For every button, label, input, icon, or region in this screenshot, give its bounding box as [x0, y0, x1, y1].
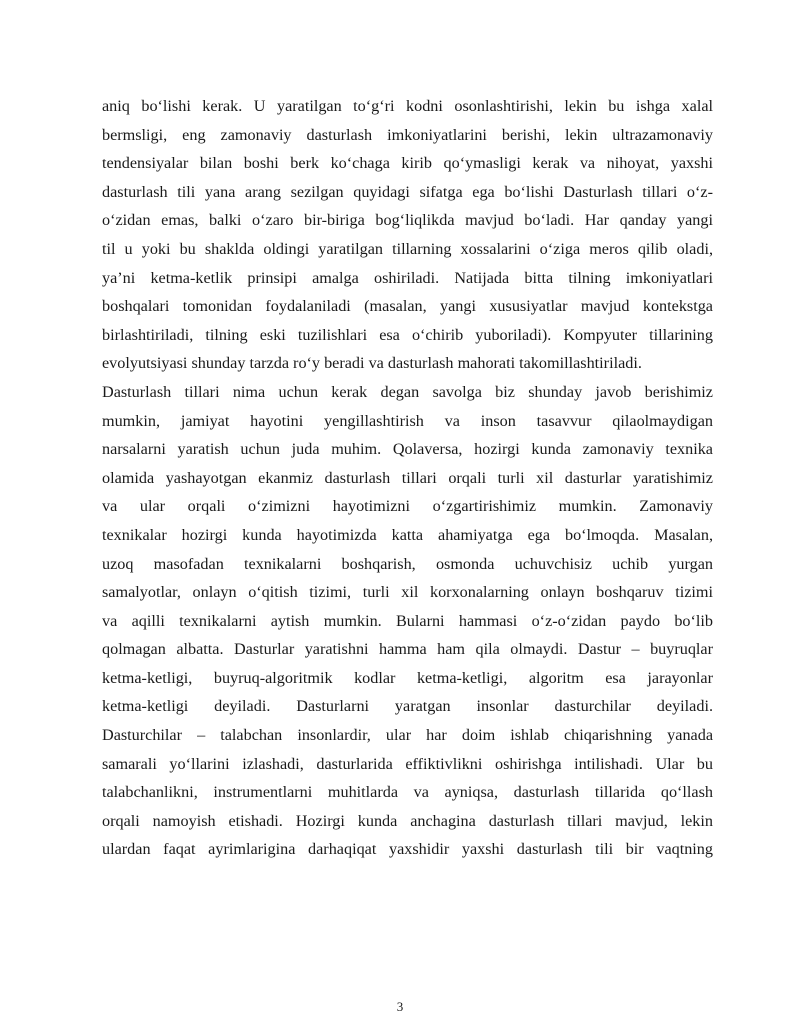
text-line-22: ketma-ketligi deyiladi. Dasturlarni yaratgan insonlar dasturchilar deyiladi.: [102, 697, 713, 716]
text-line-11: Dasturlash tillari nima uchun kerak degan savolga biz shunday javob berishimiz: [102, 382, 713, 401]
text-line-25: talabchanlikni, instrumentlarni muhitlarda va ayniqsa, dasturlash tillarida qo‘llash: [102, 783, 713, 802]
text-line-18: samalyotlar, onlayn o‘qitish tizimi, turli xil korxonalarning onlayn boshqaruv tizimi: [102, 583, 713, 602]
text-line-27: ulardan faqat ayrimlarigina darhaqiqat yaxshidir yaxshi dasturlash tili bir vaqtning: [102, 840, 713, 859]
text-line-23: Dasturchilar – talabchan insonlardir, ular har doim ishlab chiqarishning yanada: [102, 726, 713, 745]
text-line-19: va aqilli texnikalarni aytish mumkin. Bularni hammasi o‘z-o‘zidan paydo bo‘lib: [102, 611, 713, 630]
text-line-16: texnikalar hozirgi kunda hayotimizda katta ahamiyatga ega bo‘lmoqda. Masalan,: [102, 525, 713, 544]
text-line-4: dasturlash tili yana arang sezilgan quyidagi sifatga ega bo‘lishi Dasturlash tillari o‘z-: [102, 182, 713, 201]
text-line-17: uzoq masofadan texnikalarni boshqarish, osmonda uchuvchisiz uchib yurgan: [102, 554, 713, 573]
text-line-20: qolmagan albatta. Dasturlar yaratishni hamma ham qila olmaydi. Dastur – buyruqlar: [102, 640, 713, 659]
page-number: 3: [396, 999, 404, 1014]
text-line-6: til u yoki bu shaklda oldingi yaratilgan tillarning xossalarini o‘ziga meros qilib oladi,: [102, 239, 713, 258]
text-line-13: narsalarni yaratish uchun juda muhim. Qolaversa, hozirgi kunda zamonaviy texnika: [102, 440, 713, 459]
text-line-10: evolyutsiyasi shunday tarzda ro‘y beradi va dasturlash mahorati takomillashtiriladi.: [102, 354, 642, 373]
text-line-2: bermsligi, eng zamonaviy dasturlash imkoniyatlarini berishi, lekin ultrazamonaviy: [102, 125, 713, 144]
text-line-7: ya’ni ketma-ketlik prinsipi amalga oshiriladi. Natijada bitta tilning imkoniyatlari: [102, 268, 713, 287]
text-line-26: orqali namoyish etishadi. Hozirgi kunda anchagina dasturlash tillari mavjud, lekin: [102, 811, 713, 830]
text-line-14: olamida yashayotgan ekanmiz dasturlash tillari orqali turli xil dasturlar yaratishimiz: [102, 468, 713, 487]
text-line-15: va ular orqali o‘zimizni hayotimizni o‘zgartirishimiz mumkin. Zamonaviy: [102, 497, 713, 516]
text-line-9: birlashtiriladi, tilning eski tuzilishlari esa o‘chirib yuboriladi). Kompyuter tillarining: [102, 325, 713, 344]
text-line-3: tendensiyalar bilan boshi berk ko‘chaga kirib qo‘ymasligi kerak va nihoyat, yaxshi: [102, 154, 713, 173]
text-line-1: aniq bo‘lishi kerak. U yaratilgan to‘g‘ri kodni osonlashtirishi, lekin bu ishga xalal: [102, 97, 713, 115]
body-paragraph: [102, 92, 713, 864]
text-line-12: mumkin, jamiyat hayotini yengillashtirish va inson tasavvur qilaolmaydigan: [102, 411, 713, 430]
text-line-21: ketma-ketligi, buyruq-algoritmik kodlar ketma-ketligi, algoritm esa jarayonlar: [102, 668, 713, 687]
text-line-24: samarali yo‘llarini izlashadi, dasturlarida effiktivlikni oshirishga intilishadi. Ular bu: [102, 754, 713, 773]
text-line-5: o‘zidan emas, balki o‘zaro bir-biriga bog‘liqlikda mavjud bo‘ladi. Har qanday yangi: [102, 211, 713, 230]
text-line-8: boshqalari tomonidan foydalaniladi (masalan, yangi xususiyatlar mavjud kontekstga: [102, 297, 713, 316]
